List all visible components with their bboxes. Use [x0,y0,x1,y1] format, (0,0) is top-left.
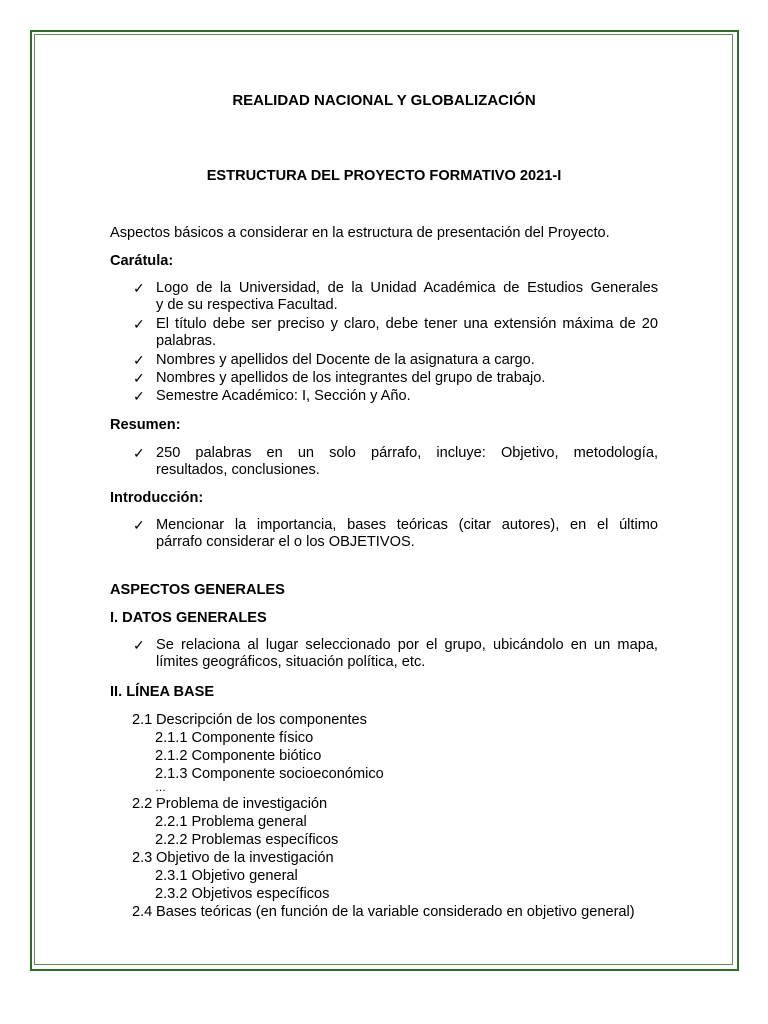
document-title: REALIDAD NACIONAL Y GLOBALIZACIÓN [232,92,536,109]
section-number: 2.1 [132,712,153,728]
caratula-item-1-line-2: y de su respectiva Facultad. [156,297,338,313]
subsection-item: 2.3.1 Objetivo general [155,868,298,884]
document-subtitle: ESTRUCTURA DEL PROYECTO FORMATIVO 2021-I [206,168,562,184]
section-title: Problema de investigación [156,796,328,812]
resumen-item-1-line-1: 250 palabras en un solo párrafo, incluye: Objetivo, metodología, [156,445,658,461]
checkmark-icon: ✓ [133,370,145,386]
caratula-item-5: Semestre Académico: I, Sección y Año. [156,388,411,404]
caratula-item-2 [156,316,658,350]
section-number: 2.3 [132,850,153,866]
checkmark-icon: ✓ [133,517,145,533]
section-title: Bases teóricas (en función de la variable considerado en objetivo general) [156,904,635,920]
introduccion-item-1-line-2: párrafo considerar el o los OBJETIVOS. [156,534,415,550]
linea-base-heading: II. LÍNEA BASE [110,684,215,700]
section-number: 2.2 [132,796,153,812]
caratula-item-1-line-1: Logo de la Universidad, de la Unidad Académica de Estudios Generales [156,280,658,296]
subsection-item: 2.2.2 Problemas específicos [155,832,339,848]
ellipsis-item: … [155,782,166,794]
subsection-item: 2.3.2 Objetivos específicos [155,886,330,902]
subsection-item: 2.1.3 Componente socioeconómico [155,766,384,782]
checkmark-icon: ✓ [133,637,145,653]
introduccion-item-1-line-1: Mencionar la importancia, bases teóricas (citar autores), en el último [156,517,658,533]
checkmark-icon: ✓ [133,352,145,368]
section-title: Descripción de los componentes [156,712,367,728]
resumen-heading: Resumen: [110,417,181,433]
checkmark-icon: ✓ [133,445,145,461]
resumen-item-1 [156,445,658,479]
caratula-heading: Carátula: [110,253,174,269]
datos-generales-heading: I. DATOS GENERALES [110,610,267,626]
caratula-item-2-line-1: El título debe ser preciso y claro, debe tener una extensión máxima de 20 [156,316,658,332]
aspectos-generales-heading: ASPECTOS GENERALES [110,582,285,598]
introduccion-heading: Introducción: [110,490,204,506]
introduccion-item-1 [156,517,658,551]
subsection-item: 2.2.1 Problema general [155,814,307,830]
caratula-item-4: Nombres y apellidos de los integrantes del grupo de trabajo. [156,370,546,386]
caratula-item-1 [156,280,658,314]
datos-generales-item-1-line-2: límites geográficos, situación política, etc. [156,654,426,670]
intro-paragraph: Aspectos básicos a considerar en la estructura de presentación del Proyecto. [110,225,610,241]
datos-generales-item-1-line-1: Se relaciona al lugar seleccionado por el grupo, ubicándolo en un mapa, [156,637,658,653]
section-number: 2.4 [132,904,153,920]
resumen-item-1-line-2: resultados, conclusiones. [156,462,320,478]
subsection-item: 2.1.2 Componente biótico [155,748,322,764]
checkmark-icon: ✓ [133,280,145,296]
caratula-item-2-line-2: palabras. [156,333,217,349]
section-title: Objetivo de la investigación [156,850,334,866]
caratula-item-3: Nombres y apellidos del Docente de la asignatura a cargo. [156,352,535,368]
checkmark-icon: ✓ [133,388,145,404]
checkmark-icon: ✓ [133,316,145,332]
datos-generales-item-1 [156,637,658,671]
subsection-item: 2.1.1 Componente físico [155,730,314,746]
